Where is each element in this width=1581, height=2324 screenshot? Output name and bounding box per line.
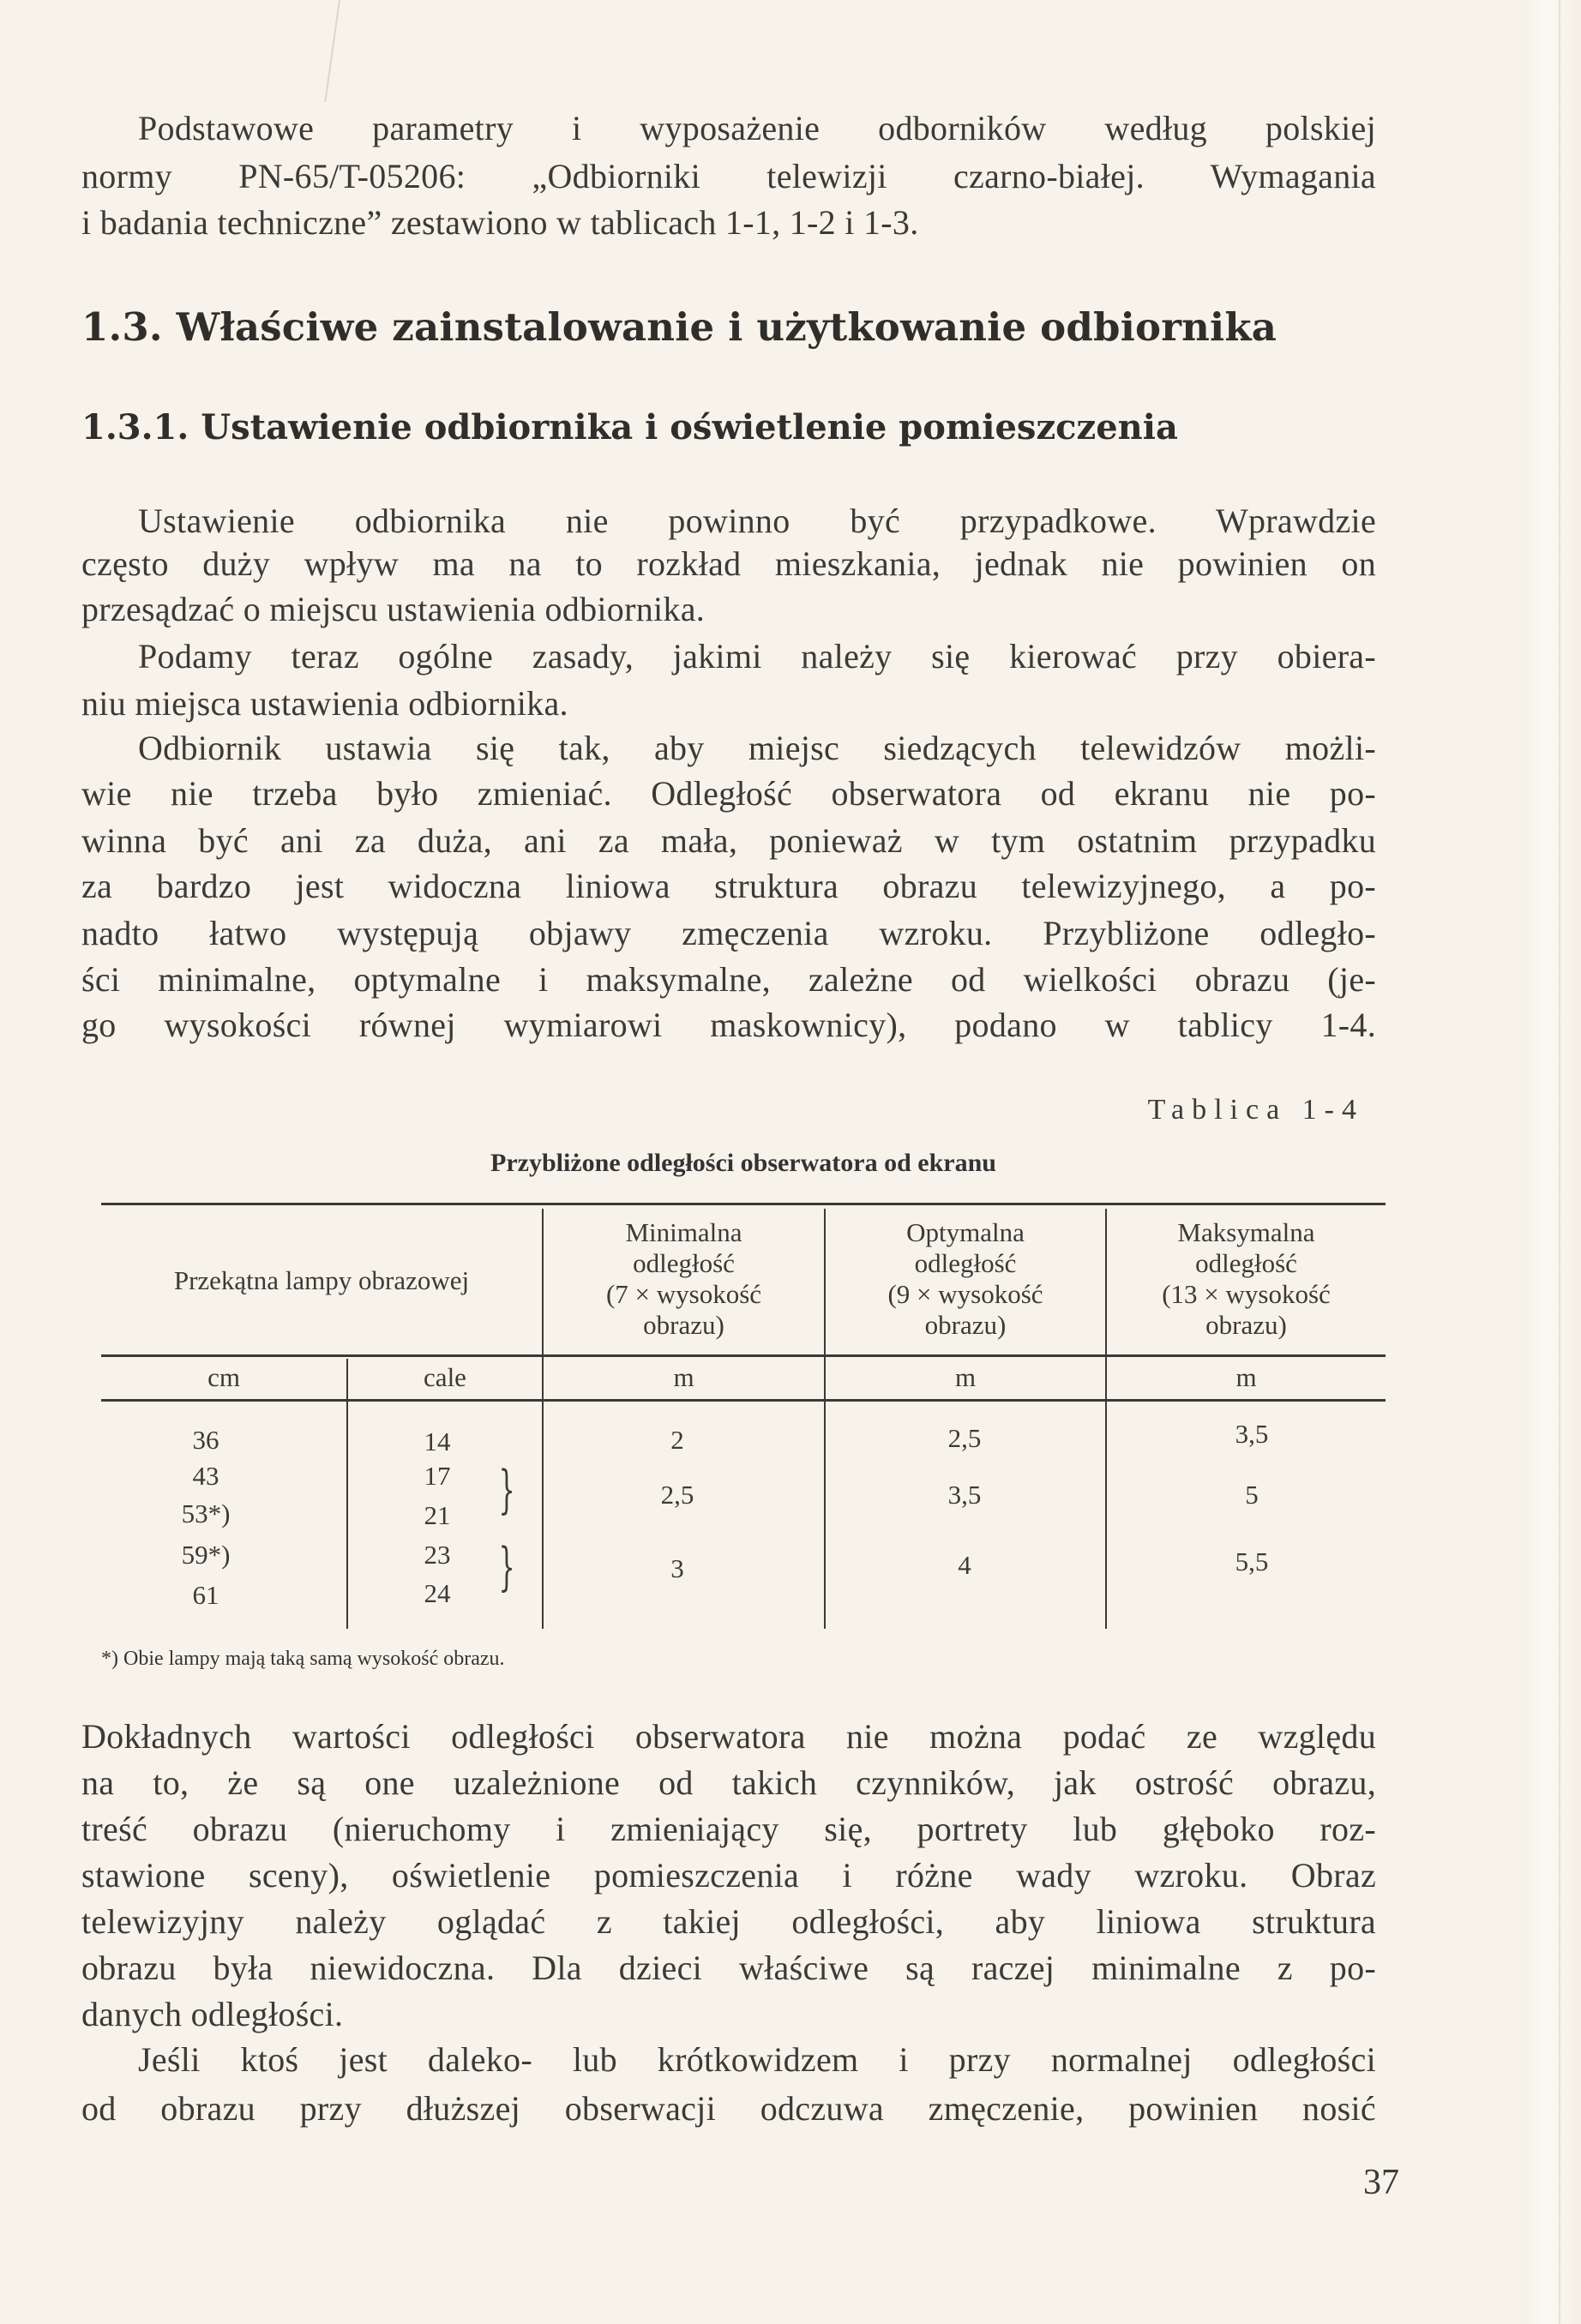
header-line: obrazu)	[643, 1310, 724, 1340]
header-line: odległość	[633, 1248, 735, 1278]
unit-cm: cm	[207, 1362, 240, 1392]
page-edge	[1559, 0, 1560, 2324]
table-cell: 3	[670, 1553, 684, 1583]
table-cell: 2,5	[947, 1423, 982, 1453]
unit-max: m	[1235, 1362, 1257, 1392]
page-margin-shade	[1521, 0, 1581, 2324]
header-line: odległość	[1195, 1248, 1297, 1278]
page-number: 37	[1363, 2163, 1399, 2202]
text-line: Odbiornik ustawia się tak, aby miejsc siedzących telewidzów możli-	[138, 729, 1376, 767]
brace-icon: }	[498, 1460, 515, 1520]
text-line: danych odległości.	[81, 1995, 344, 2033]
header-line: obrazu)	[1205, 1310, 1287, 1340]
table-cell: 53*)	[181, 1498, 231, 1528]
text-line: go wysokości równej wymiarowi maskownicy), podano w tablicy 1-4.	[81, 1006, 1376, 1044]
table-cell: 17	[424, 1461, 451, 1491]
header-line: obrazu)	[924, 1310, 1007, 1340]
table-cell: 59*)	[181, 1540, 231, 1570]
header-line: Optymalna	[906, 1217, 1025, 1247]
text-line: ści minimalne, optymalne i maksymalne, zależne od wielkości obrazu (je-	[81, 960, 1376, 999]
table-cell: 3,5	[1235, 1419, 1269, 1449]
text-line: i badania techniczne” zestawiono w tablicach 1-1, 1-2 i 1-3.	[81, 203, 919, 242]
subsection-heading: 1.3.1. Ustawienie odbiornika i oświetlenie pomieszczenia	[81, 407, 1178, 447]
header-line: (13 × wysokość	[1162, 1279, 1331, 1309]
table-cell: 4	[958, 1550, 971, 1580]
table-cell: 43	[192, 1461, 219, 1491]
text-line: Podstawowe parametry i wyposażenie odborników według polskiej	[138, 109, 1376, 147]
header-line: (7 × wysokość	[605, 1279, 762, 1309]
text-line: obrazu była niewidoczna. Dla dzieci właściwe są raczej minimalne z po-	[81, 1949, 1376, 1987]
pen-mark	[324, 0, 340, 102]
text-line: stawione sceny), oświetlenie pomieszczenia i różne wady wzroku. Obraz	[81, 1856, 1376, 1895]
text-line: za bardzo jest widoczna liniowa struktura obrazu telewizyjnego, a po-	[81, 867, 1376, 905]
unit-opt: m	[954, 1362, 977, 1392]
brace-icon: }	[498, 1537, 515, 1597]
table-cell: 14	[424, 1426, 451, 1456]
table-cell: 3,5	[947, 1480, 982, 1510]
header-line: Maksymalna	[1177, 1217, 1315, 1247]
text-line: od obrazu przy dłuższej obserwacji odczuwa zmęczenie, powinien nosić	[81, 2089, 1376, 2128]
header-line: Minimalna	[625, 1217, 742, 1247]
text-line: wie nie trzeba było zmieniać. Odległość obserwatora od ekranu nie po-	[81, 774, 1376, 813]
section-heading: 1.3. Właściwe zainstalowanie i użytkowanie odbiornika	[81, 304, 1277, 350]
table-top-rule	[101, 1203, 1386, 1205]
text-line: Jeśli ktoś jest daleko- lub krótkowidzem i przy normalnej odległości	[138, 2040, 1376, 2079]
table-divider	[346, 1359, 348, 1629]
header-line: (9 × wysokość	[887, 1279, 1043, 1309]
text-line: telewizyjny należy oglądać z takiej odległości, aby liniowa struktura	[81, 1902, 1376, 1941]
table-cell: 5	[1245, 1480, 1259, 1510]
text-line: winna być ani za duża, ani za mała, ponieważ w tym ostatnim przypadku	[81, 821, 1376, 860]
text-line: treść obrazu (nieruchomy i zmieniający się, portrety lub głęboko roz-	[81, 1810, 1376, 1848]
text-line: normy PN-65/T-05206: „Odbiorniki telewizji czarno-białej. Wymagania	[81, 157, 1376, 195]
table-cell: 2	[670, 1425, 684, 1455]
table-cell: 5,5	[1235, 1546, 1269, 1576]
unit-min: m	[673, 1362, 694, 1392]
text-line: Podamy teraz ogólne zasady, jakimi należy się kierować przy obiera-	[138, 637, 1376, 676]
table-title: Przybliżone odległości obserwatora od ekranu	[490, 1149, 996, 1177]
header-line: odległość	[914, 1248, 1017, 1278]
table-cell: 2,5	[660, 1480, 694, 1510]
table-footnote: *) Obie lampy mają taką samą wysokość obrazu.	[101, 1648, 505, 1670]
header-diagonal: Przekątna lampy obrazowej	[173, 1265, 470, 1295]
text-line: na to, że są one uzależnione od takich czynników, jak ostrość obrazu,	[81, 1763, 1376, 1802]
text-line: niu miejsca ustawienia odbiornika.	[81, 684, 568, 723]
unit-cale: cale	[424, 1362, 466, 1392]
text-line: nadto łatwo występują objawy zmęczenia wzroku. Przybliżone odległo-	[81, 914, 1376, 952]
table-cell: 21	[424, 1500, 451, 1530]
table-label: Tablica 1-4	[1147, 1094, 1364, 1126]
text-line: często duży wpływ ma na to rozkład mieszkania, jednak nie powinien on	[81, 544, 1376, 583]
table-header-rule	[101, 1354, 1386, 1357]
text-line: Ustawienie odbiornika nie powinno być przypadkowe. Wprawdzie	[138, 501, 1376, 540]
table-cell: 36	[192, 1425, 219, 1455]
table-cell: 61	[192, 1580, 219, 1610]
text-line: przesądzać o miejscu ustawienia odbiornika.	[81, 590, 706, 628]
text-line: Dokładnych wartości odległości obserwatora nie można podać ze względu	[81, 1717, 1376, 1756]
table-cell: 23	[424, 1540, 451, 1570]
table-units-rule	[101, 1399, 1386, 1402]
table-cell: 24	[424, 1578, 451, 1608]
